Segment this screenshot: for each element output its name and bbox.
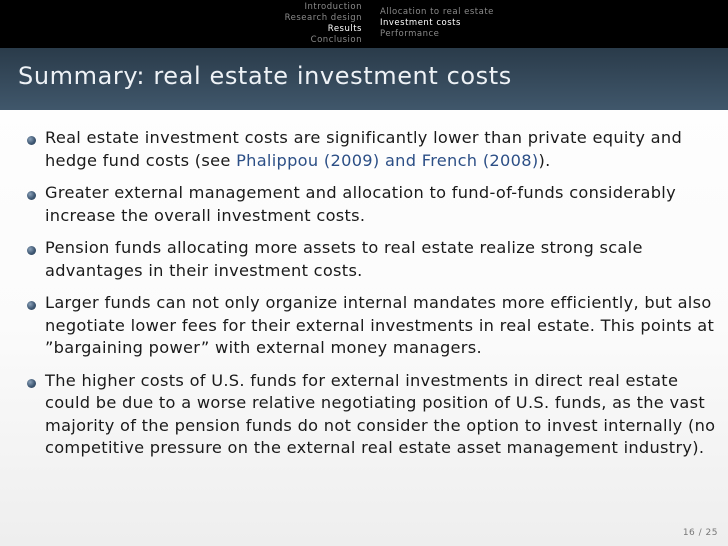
bullet-text: Pension funds allocating more assets to real estate realize strong scale advantages in their investment costs.: [45, 238, 643, 280]
bullet-item: [27, 370, 717, 460]
citation-link[interactable]: Phalippou (2009) and French (2008): [236, 150, 539, 170]
bullet-icon: [27, 246, 36, 255]
nav-section-research-design[interactable]: Research design: [284, 13, 362, 23]
page-number: 16 / 25: [682, 528, 718, 538]
section-nav: [285, 2, 362, 46]
bullet-list: [27, 127, 717, 470]
nav-section-introduction[interactable]: Introduction: [304, 2, 362, 12]
bullet-text: Greater external management and allocation to fund-of-funds considerably increase the overall investment costs.: [45, 183, 676, 225]
bullet-text: The higher costs of U.S. funds for external investments in direct real estate could be due to a worse relative negotiating position of U.S. funds, as the vast majority of the pension funds do not consider the option to invest internally (no competitive pressure on the external real estate asset management industry).: [45, 370, 716, 457]
bullet-text: Real estate investment costs are significantly lower than private equity and hedge fund costs (see: [45, 128, 683, 170]
bullet-text-end: ).: [538, 150, 551, 170]
nav-subsection-performance[interactable]: Performance: [380, 29, 440, 39]
bullet-item: [27, 127, 717, 172]
bullet-icon: [27, 136, 36, 145]
bullet-icon: [27, 191, 36, 200]
header-navigation: [0, 0, 728, 48]
bullet-item: [27, 182, 717, 227]
bullet-item: [27, 292, 717, 360]
bullet-icon: [27, 379, 36, 388]
subsection-nav: [380, 7, 494, 40]
nav-subsection-allocation[interactable]: Allocation to real estate: [380, 7, 494, 17]
nav-section-results[interactable]: Results: [327, 24, 362, 34]
bullet-item: [27, 237, 717, 282]
slide-title: Summary: real estate investment costs: [18, 62, 512, 90]
bullet-icon: [27, 301, 36, 310]
nav-section-conclusion[interactable]: Conclusion: [310, 35, 362, 45]
nav-subsection-investment-costs[interactable]: Investment costs: [380, 18, 461, 28]
bullet-text: Larger funds can not only organize internal mandates more efficiently, but also negotiate lower fees for their external investments in real estate. This points at ”bargaining power” with external money managers.: [45, 293, 715, 357]
